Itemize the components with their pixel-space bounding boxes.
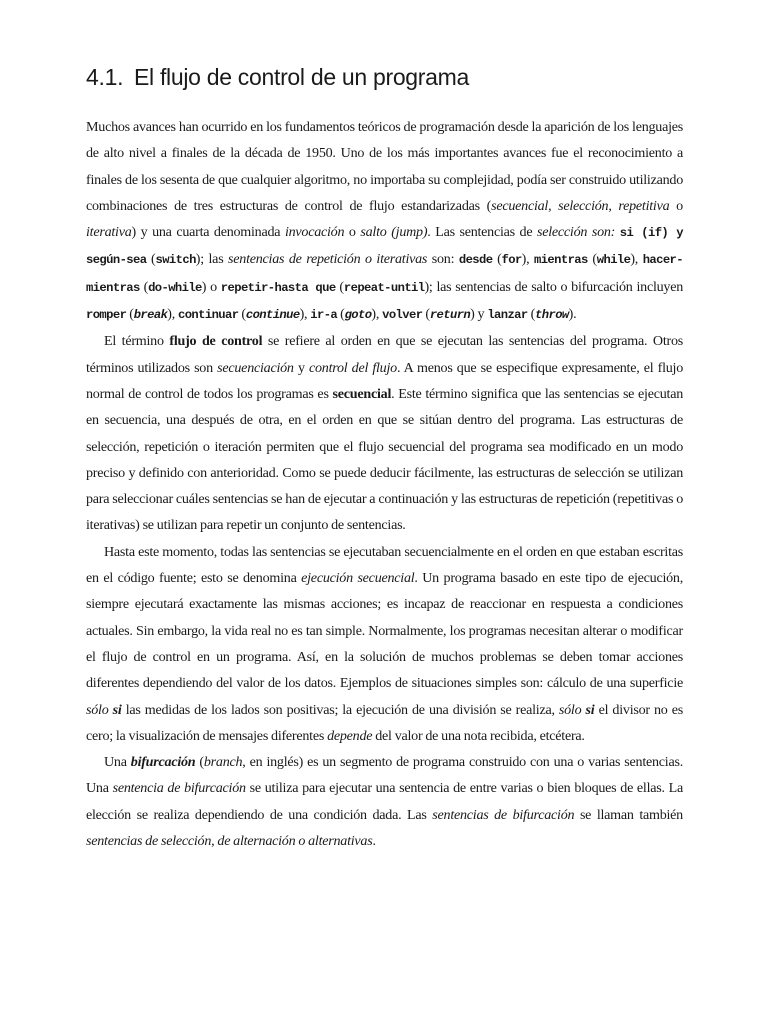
code-keyword: si (if) y según-sea [86,226,683,268]
text: , en inglés) es un segmento de programa construido con una o varias sentencias. Una [86,754,683,797]
text: . Las sentencias de [427,224,537,241]
text: ) o [201,278,221,295]
italic-term: sentencias de repetición o iterativas [228,251,428,268]
text: ), [371,306,383,323]
text: del valor de una nota recibida, etcétera. [372,727,585,744]
italic-term: selección son: [537,224,616,241]
text: o [669,197,683,214]
text: , [548,197,559,214]
code-keyword: hacer-mientras [86,253,683,295]
text: ( [195,754,204,771]
italic-term: repetitiva [618,197,670,214]
text: ). [568,306,577,323]
text: ( [146,251,156,268]
text: se refiere al orden en que se ejecutan las sentencias del programa. Otros términos utilizados son [86,333,684,376]
italic-term: depende [327,727,373,744]
paragraph-flow-definition [86,328,683,538]
text: ); las sentencias de salto o bifurcación incluyen [424,278,684,295]
code-keyword: return [429,308,471,323]
text: Una [104,754,131,771]
section-heading [86,62,683,92]
bold-italic-term: si [112,701,122,718]
text: ( [139,278,149,295]
code-keyword: desde [458,253,493,268]
code-keyword: mientras [534,253,588,268]
code-keyword: goto [344,308,372,323]
text: Hasta este momento, todas las sentencias se ejecutaban secuencialmente en el orden en que estaban escritas en el código fuente; esto se denomina [86,543,683,587]
text: ) y una cuarta denominada [131,224,285,241]
text: ( [126,306,134,323]
text: , [211,833,218,850]
paragraph-branch [86,749,683,854]
paragraph-intro [86,114,683,328]
text: ) y [470,306,488,323]
italic-term: secuenciación [217,359,294,376]
italic-term: sentencia de bifurcación [112,780,246,797]
text: Muchos avances han ocurrido en los fundamentos teóricos de programación desde la aparición de los lenguajes de alto nivel a finales de la década de 1950. Uno de los más importantes avances fue el reconocimiento a finales de los sesenta de que cualquier algoritmo, no importaba su complejidad, podía ser construido utilizando combinaciones de tres estructuras de control de flujo estandarizadas ( [86,119,683,214]
italic-term: secuencial [491,197,549,214]
code-keyword: throw [535,308,569,323]
italic-term: sólo [558,701,582,718]
code-keyword: ir-a [310,308,338,323]
text: ( [527,306,536,323]
code-keyword: switch [155,253,196,268]
code-keyword: repetir-hasta que [220,280,336,295]
section-title: El flujo de control de un programa [134,64,470,90]
code-keyword: while [596,253,631,268]
italic-term: sentencias de bifurcación [432,806,575,823]
text: y [293,359,309,376]
bold-italic-term: si [585,701,595,718]
code-keyword: continue [245,308,300,323]
text: ( [337,306,345,323]
italic-term: selección [558,197,609,214]
code-keyword: repeat-until [343,280,425,295]
text: . A menos que se especifique expresamente, el flujo normal de control de todos los programas es [86,359,683,402]
text: ), [521,251,534,268]
paragraph-sequential-execution [86,539,683,749]
text: ); las [195,251,229,268]
bold-term: secuencial [332,385,392,402]
text: ( [587,251,597,268]
code-keyword: volver [382,308,423,323]
text: el divisor no es cero; la visualización de mensajes diferentes [86,701,683,744]
italic-term: salto (jump) [360,224,428,241]
code-keyword: continuar [178,308,239,323]
text: ), [167,306,178,323]
text: ( [492,251,502,268]
code-keyword: for [501,253,522,268]
section-number: 4.1. [86,64,124,90]
italic-term: ejecución secuencial [301,570,415,587]
text: o [344,224,361,241]
text: las medidas de los lados son positivas; la ejecución de una división se realiza, [121,701,559,718]
text: , [608,197,619,214]
text: ( [238,306,246,323]
text: se utiliza para ejecutar una sentencia de entre varias o bien bloques de ellas. La elección se realiza dependiendo de una condición dada. Las [86,780,683,823]
italic-term: iterativa [86,224,132,241]
text: ), [299,306,311,323]
code-keyword: romper [86,308,127,323]
italic-term: de alternación o alternativas [217,833,373,850]
code-keyword: break [133,308,168,323]
text: ( [335,278,344,295]
text: . Este término significa que las sentencias se ejecutan en secuencia, una después de otra, en el orden en que se sitúan dentro del programa. Las estructuras de selección, repetición o iteración permiten que el flujo secuencial del programa sea modificado en un modo preciso y definido con anterioridad. Como se puede deducir fácilmente, las estructuras de selección se utilizan para seleccionar cuáles sentencias se han de ejecutar a continuación y las estructuras de repetición (repetitivas o iterativas) se utilizan para repetir un conjunto de sentencias. [86,385,683,534]
text: se llaman también [574,806,683,823]
code-keyword: lanzar [487,308,528,323]
italic-term: sólo [86,701,109,718]
italic-term: invocación [284,224,345,241]
document-page [86,62,683,854]
text: ), [630,251,643,268]
bold-term: flujo de control [169,333,263,350]
bold-italic-term: bifurcación [130,754,196,771]
text: ( [422,306,430,323]
text: . [372,833,376,850]
code-keyword: do-while [148,280,202,295]
text: El término [104,333,170,350]
italic-term: control del flujo [308,359,397,376]
italic-term: sentencias de selección [86,833,212,850]
text: son: [427,251,459,268]
text: . Un programa basado en este tipo de ejecución, siempre ejecutará exactamente las mismas acciones; es incapaz de reaccionar en respuesta a condiciones actuales. Sin embargo, la vida real no es tan simple. Normalmente, los programas necesitan alterar o modificar el flujo de control en un programa. Así, en la solución de muchos problemas se deben tomar acciones diferentes dependiendo del valor de los datos. Ejemplos de situaciones simples son: cálculo de una superficie [86,570,683,692]
italic-term: branch [203,754,243,771]
